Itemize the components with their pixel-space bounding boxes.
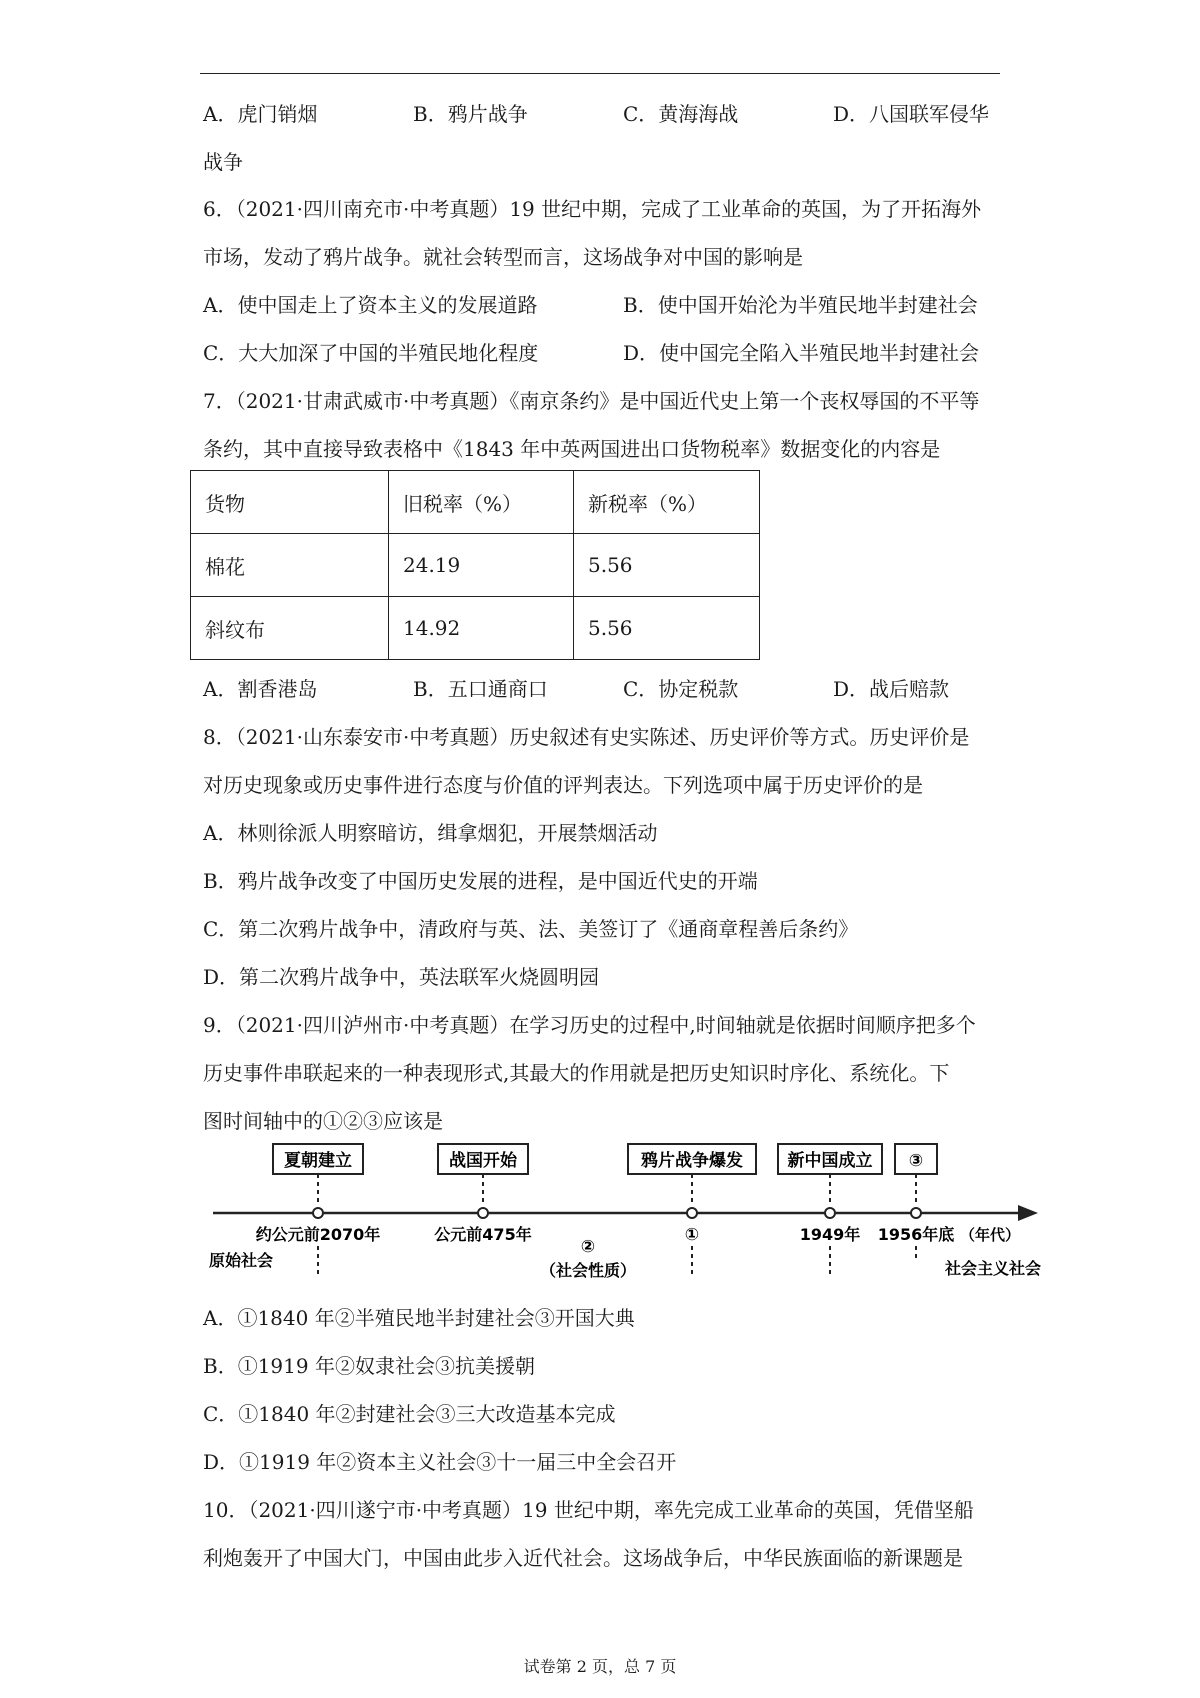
q8-option-c: C．第二次鸦片战争中，清政府与英、法、美签订了《通商章程善后条约》 xyxy=(203,917,859,941)
q9-stem-line2: 历史事件串联起来的一种表现形式,其最大的作用就是把历史知识时序化、系统化。下 xyxy=(203,1061,950,1085)
event-label: 新中国成立 xyxy=(787,1151,873,1171)
date-label: 1949年 xyxy=(799,1225,861,1244)
event-label: 夏朝建立 xyxy=(284,1151,352,1171)
q5-option-d-cont: 战争 xyxy=(203,150,243,174)
q6-option-b: B．使中国开始沦为半殖民地半封建社会 xyxy=(623,293,978,317)
q10-stem-line2: 利炮轰开了中国大门，中国由此步入近代社会。这场战争后，中华民族面临的新课题是 xyxy=(203,1546,963,1570)
page-footer: 试卷第 2 页，总 7 页 xyxy=(523,1657,677,1676)
q8-option-d: D．第二次鸦片战争中，英法联军火烧圆明园 xyxy=(203,965,600,989)
period-label-start: 原始社会 xyxy=(209,1251,274,1270)
header-rule xyxy=(200,73,1000,74)
table-row xyxy=(191,534,760,597)
table-cell: 24.19 xyxy=(389,534,574,597)
q9-stem-line3: 图时间轴中的①②③应该是 xyxy=(203,1109,443,1133)
q8-option-b: B．鸦片战争改变了中国历史发展的进程，是中国近代史的开端 xyxy=(203,869,758,893)
table-header-row xyxy=(191,471,760,534)
q5-option-d: D．八国联军侵华 xyxy=(833,102,990,126)
period-label-middle-sub: （社会性质） xyxy=(539,1261,637,1280)
q6-stem-line2: 市场，发动了鸦片战争。就社会转型而言，这场战争对中国的影响是 xyxy=(203,245,803,269)
table-cell: 斜纹布 xyxy=(191,597,389,660)
table-header-cell: 新税率（%） xyxy=(574,471,760,534)
table-row xyxy=(191,597,760,660)
date-label: 约公元前2070年 xyxy=(255,1225,381,1244)
q7-option-d: D．战后赔款 xyxy=(833,677,950,701)
q7-stem-line2: 条约，其中直接导致表格中《1843 年中英两国进出口货物税率》数据变化的内容是 xyxy=(203,437,941,461)
table-cell: 14.92 xyxy=(389,597,574,660)
q6-stem-line1: 6．（2021·四川南充市·中考真题）19 世纪中期，完成了工业革命的英国，为了开拓海外 xyxy=(203,197,982,221)
q9-option-c: C．①1840 年②封建社会③三大改造基本完成 xyxy=(203,1402,616,1426)
q5-option-c: C．黄海海战 xyxy=(623,102,739,126)
period-label-middle: ② xyxy=(580,1237,596,1257)
event-connectors xyxy=(318,1174,916,1206)
q7-option-c: C．协定税款 xyxy=(623,677,739,701)
event-label: 鸦片战争爆发 xyxy=(641,1151,743,1171)
table-cell: 5.56 xyxy=(574,597,760,660)
table-cell: 5.56 xyxy=(574,534,760,597)
q8-stem-line1: 8．（2021·山东泰安市·中考真题）历史叙述有史实陈述、历史评价等方式。历史评价是 xyxy=(203,725,970,749)
q7-option-a: A．割香港岛 xyxy=(203,677,318,701)
q9-option-a: A．①1840 年②半殖民地半封建社会③开国大典 xyxy=(203,1306,635,1330)
q9-stem-line1: 9．（2021·四川泸州市·中考真题）在学习历史的过程中,时间轴就是依据时间顺序把多个 xyxy=(203,1013,976,1037)
q7-stem-line1: 7．（2021·甘肃武威市·中考真题）《南京条约》是中国近代史上第一个丧权辱国的不平等 xyxy=(203,389,980,413)
table-cell: 棉花 xyxy=(191,534,389,597)
date-label: 公元前475年 xyxy=(434,1225,532,1244)
q10-stem-line1: 10．（2021·四川遂宁市·中考真题）19 世纪中期，率先完成工业革命的英国，凭借坚船 xyxy=(203,1498,974,1522)
tax-rate-table xyxy=(190,470,760,660)
axis-arrow-icon xyxy=(1018,1205,1038,1221)
table-header-cell: 旧税率（%） xyxy=(389,471,574,534)
q7-option-b: B．五口通商口 xyxy=(413,677,548,701)
q5-option-a: A．虎门销烟 xyxy=(203,102,318,126)
axis-unit-label: （年代） xyxy=(959,1226,1021,1244)
q9-option-d: D．①1919 年②资本主义社会③十一届三中全会召开 xyxy=(203,1450,677,1474)
date-label: 1956年底 xyxy=(877,1225,955,1244)
date-label: ① xyxy=(684,1225,700,1245)
timeline-figure xyxy=(203,1138,1053,1286)
q6-option-d: D．使中国完全陷入半殖民地半封建社会 xyxy=(623,341,980,365)
q9-option-b: B．①1919 年②奴隶社会③抗美援朝 xyxy=(203,1354,535,1378)
table-header-cell: 货物 xyxy=(191,471,389,534)
event-label: ③ xyxy=(908,1151,924,1171)
q6-option-a: A．使中国走上了资本主义的发展道路 xyxy=(203,293,538,317)
q8-option-a: A．林则徐派人明察暗访，缉拿烟犯，开展禁烟活动 xyxy=(203,821,658,845)
timeline-svg xyxy=(203,1138,1053,1286)
q5-option-b: B．鸦片战争 xyxy=(413,102,528,126)
q6-option-c: C．大大加深了中国的半殖民地化程度 xyxy=(203,341,539,365)
q8-stem-line2: 对历史现象或历史事件进行态度与价值的评判表达。下列选项中属于历史评价的是 xyxy=(203,773,923,797)
event-label: 战国开始 xyxy=(449,1151,517,1171)
period-label-end: 社会主义社会 xyxy=(945,1259,1042,1278)
